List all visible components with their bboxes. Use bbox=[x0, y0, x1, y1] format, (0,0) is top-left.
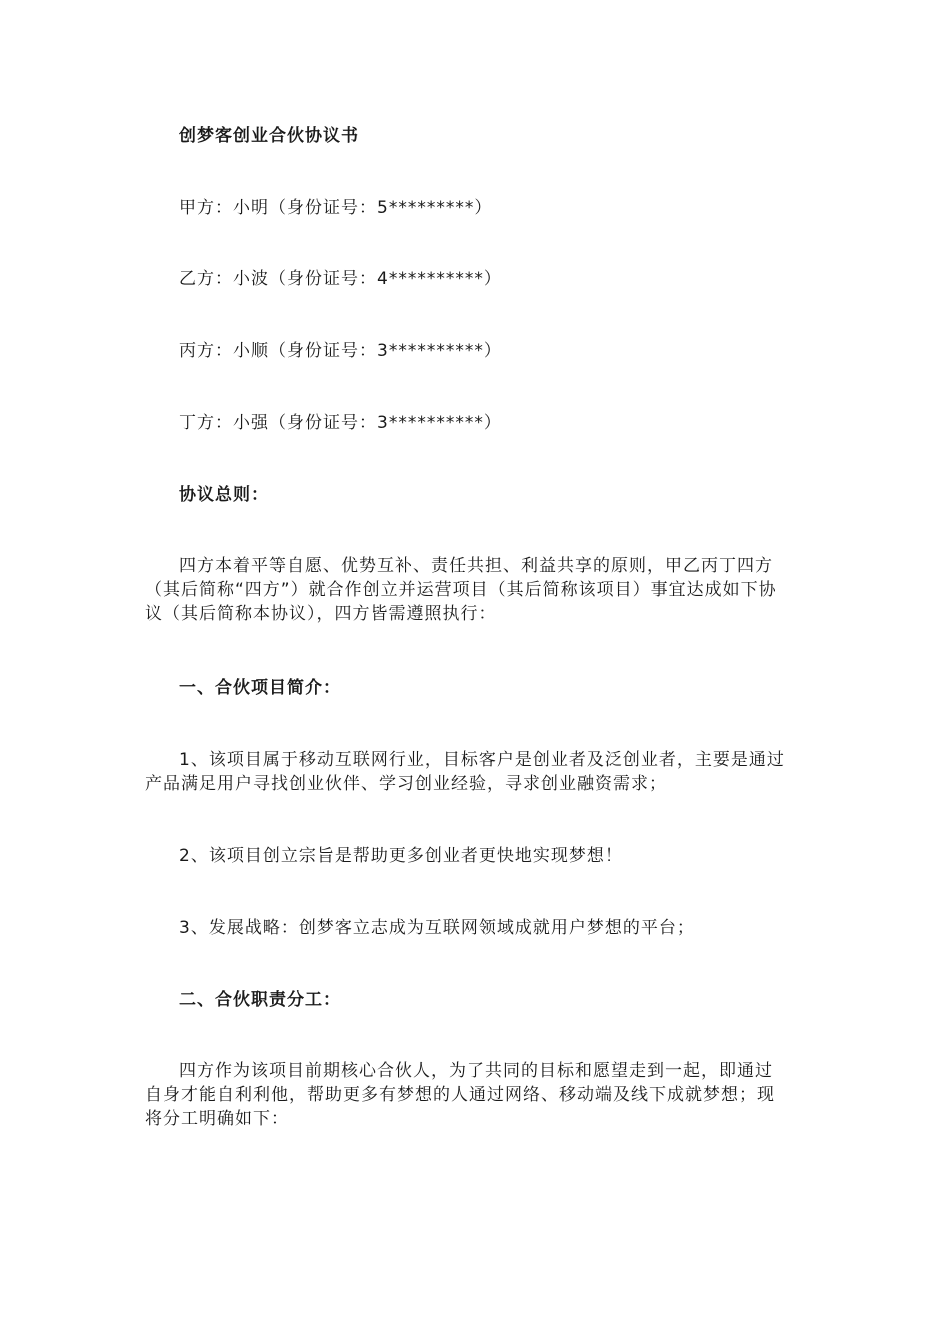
section1-item1-line: 产品满足用户寻找创业伙伴、学习创业经验，寻求创业融资需求； bbox=[145, 774, 667, 794]
section1-item2: 2、该项目创立宗旨是帮助更多创业者更快地实现梦想！ bbox=[179, 846, 623, 866]
section1-heading: 一、合伙项目简介： bbox=[179, 678, 341, 698]
section1-item3: 3、发展战略：创梦客立志成为互联网领域成就用户梦想的平台； bbox=[179, 918, 695, 938]
party-a-line: 甲方：小明（身份证号：5*********） bbox=[179, 198, 493, 218]
party-d-line: 丁方：小强（身份证号：3**********） bbox=[179, 413, 502, 433]
general-paragraph bbox=[145, 554, 815, 626]
general-paragraph-line: 议（其后简称本协议），四方皆需遵照执行： bbox=[145, 604, 497, 624]
section2-heading: 二、合伙职责分工： bbox=[179, 990, 341, 1010]
party-b-line: 乙方：小波（身份证号：4**********） bbox=[179, 269, 502, 289]
general-paragraph-line: （其后简称“四方”）就合作创立并运营项目（其后简称该项目）事宜达成如下协 bbox=[145, 580, 777, 600]
section1-item1 bbox=[145, 748, 815, 796]
section2-paragraph-line: 自身才能自利利他，帮助更多有梦想的人通过网络、移动端及线下成就梦想；现 bbox=[145, 1085, 775, 1105]
section2-paragraph-line: 四方作为该项目前期核心合伙人，为了共同的目标和愿望走到一起，即通过 bbox=[179, 1061, 773, 1081]
section2-paragraph-line: 将分工明确如下： bbox=[145, 1109, 289, 1129]
general-paragraph-line: 四方本着平等自愿、优势互补、责任共担、利益共享的原则，甲乙丙丁四方 bbox=[179, 556, 773, 576]
party-c-line: 丙方：小顺（身份证号：3**********） bbox=[179, 341, 502, 361]
general-heading: 协议总则： bbox=[179, 485, 269, 505]
document-title: 创梦客创业合伙协议书 bbox=[179, 126, 359, 146]
section2-paragraph bbox=[145, 1059, 815, 1131]
section1-item1-line: 1、该项目属于移动互联网行业，目标客户是创业者及泛创业者，主要是通过 bbox=[179, 750, 785, 770]
